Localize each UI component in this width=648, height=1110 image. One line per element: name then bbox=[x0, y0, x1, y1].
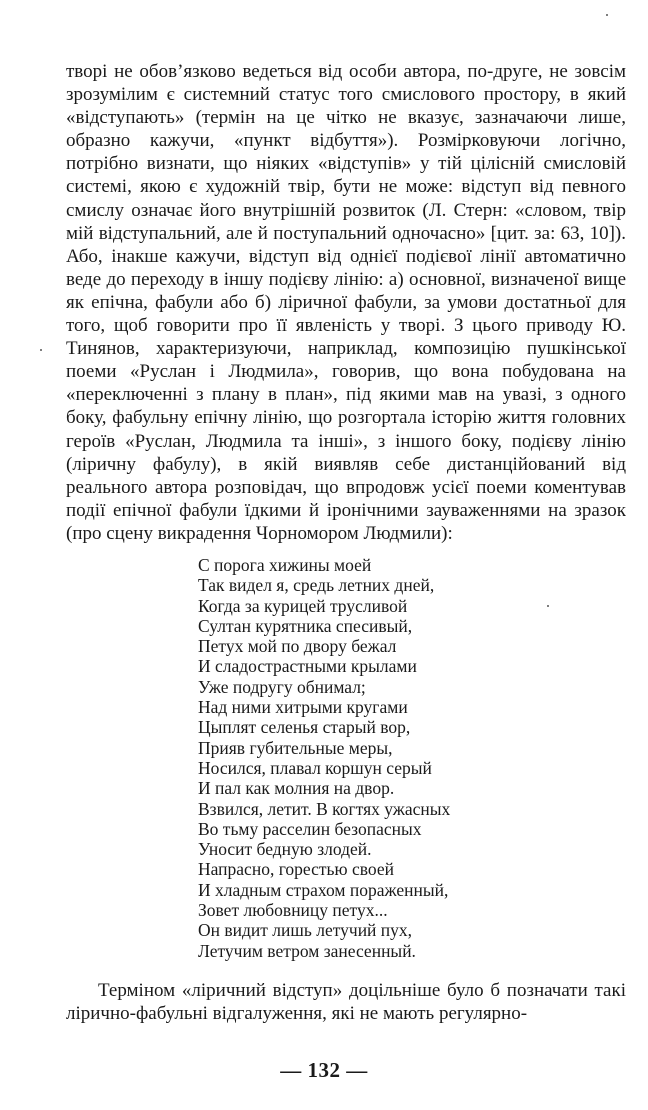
poem-line: Носился, плавал коршун серый bbox=[198, 757, 432, 778]
poem-line: И хладным страхом пораженный, bbox=[198, 879, 449, 900]
print-speck bbox=[606, 14, 608, 16]
poem-line: Когда за курицей трусливой bbox=[198, 595, 408, 616]
poem-line: Уже подругу обнимал; bbox=[198, 676, 366, 697]
poem-line: И пал как молния на двор. bbox=[198, 778, 395, 799]
poem-line: Уносит бедную злодей. bbox=[198, 839, 372, 860]
poem-line: И сладострастными крылами bbox=[198, 656, 417, 677]
poem-line: Петух мой по двору бежал bbox=[198, 636, 397, 657]
poem-line: Он видит лишь летучий пух, bbox=[198, 920, 413, 941]
poem-line: Взвился, летит. В когтях ужасных bbox=[198, 798, 451, 819]
paragraph-1: творі не обов’язково ведеться від особи автора, по-друге, не зовсім зрозумілим є системний статус того смислового простору, в який «відступають» (термін на це чітко не вказує, зазначаючи лише, образно кажучи, «пункт відбуття»). Розмірковуючи логічно, потрібно визнати, що ніяких «відступів» у тій цілісній смисловій системі, якою є художній твір, бути не може: відступ від певного смислу означає його внутрішній розвиток (Л. Стерн: «словом, твір мій відступальний, але й поступальний одночасно» [цит. за: 63, 10]). Або, інакше кажучи, відступ від однієї подієвої лінії автоматично веде до переходу в іншу подієву лінію: а) основної, визначеної вище як епічна, фабули або б) ліричної фабули, за умови достатньої для того, щоб говорити про її явленість у творі. З цього приводу Ю. Тинянов, характеризуючи, наприклад, композицію пушкінської поеми «Руслан і Людмила», говорив, що вона побудована на «переключенні з плану в план», під якими мав на увазі, з одного боку, фабульну епічну лінію, що розгортала історію життя головних героїв «Руслан, Людмила та інші», з іншого боку, подієву лінію (ліричну фабулу), в якій виявляв себе дистанційований від реального автора розповідач, що впродовж усієї поеми коментував події епічної фабули їдкими й іронічними зауваженнями на зразок (про сцену викрадення Чорномором Людмили): bbox=[66, 61, 626, 544]
poem-line: С порога хижины моей bbox=[198, 554, 372, 575]
print-speck bbox=[547, 605, 549, 607]
poem-line: Над ними хитрыми кругами bbox=[198, 697, 408, 718]
poem-line: Летучим ветром занесенный. bbox=[198, 940, 416, 961]
poem-line: Зовет любовницу петух... bbox=[198, 900, 388, 921]
poem-line: Цыплят селенья старый вор, bbox=[198, 717, 411, 738]
paragraph-2: Терміном «ліричний відступ» доцільніше було б позначати такі лірично-фабульні відгалуження, які не мають регулярно- bbox=[66, 979, 626, 1024]
print-speck bbox=[40, 349, 42, 351]
page-body bbox=[66, 60, 626, 1025]
poem-quote bbox=[198, 555, 626, 961]
poem-line: Султан курятника спесивый, bbox=[198, 615, 413, 636]
poem-line: Прияв губительные меры, bbox=[198, 737, 393, 758]
poem-line: Напрасно, горестью своей bbox=[198, 859, 394, 880]
page-number: — 132 — bbox=[280, 1058, 368, 1082]
poem-line: Так видел я, средь летних дней, bbox=[198, 575, 435, 596]
poem-line: Во тьму расселин безопасных bbox=[198, 818, 422, 839]
